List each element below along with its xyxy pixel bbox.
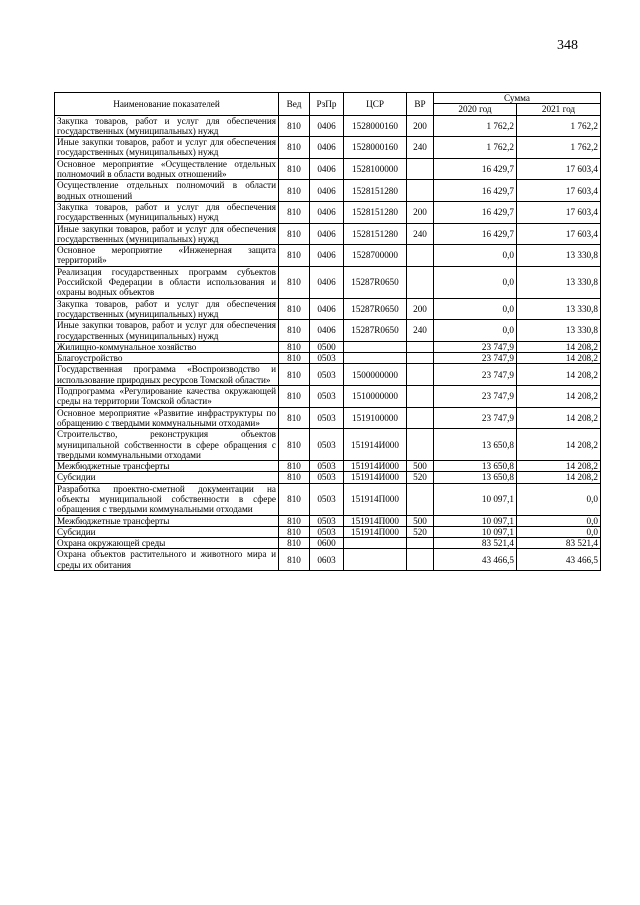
cell-rzpr: 0503 xyxy=(310,461,344,472)
cell-2020: 10 097,1 xyxy=(434,526,517,537)
cell-2021: 14 208,2 xyxy=(517,429,601,461)
table-row xyxy=(55,407,601,429)
cell-ved: 810 xyxy=(279,461,310,472)
cell-vr xyxy=(407,483,434,515)
cell-ved: 810 xyxy=(279,137,310,159)
cell-ved: 810 xyxy=(279,515,310,526)
cell-2021: 14 208,2 xyxy=(517,461,601,472)
header-rzpr: РзПр xyxy=(310,93,344,116)
table-row xyxy=(55,223,601,245)
table-body xyxy=(55,115,601,570)
cell-csr: 1528100000 xyxy=(344,158,407,180)
cell-2020: 23 747,9 xyxy=(434,353,517,364)
cell-vr: 520 xyxy=(407,472,434,483)
cell-name: Благоустройство xyxy=(55,353,279,364)
cell-2021: 14 208,2 xyxy=(517,386,601,408)
cell-2020: 16 429,7 xyxy=(434,158,517,180)
table-row xyxy=(55,461,601,472)
header-year-2021: 2021 год xyxy=(517,104,601,115)
cell-2020: 0,0 xyxy=(434,245,517,267)
cell-rzpr: 0603 xyxy=(310,549,344,571)
cell-name: Субсидии xyxy=(55,472,279,483)
cell-rzpr: 0406 xyxy=(310,223,344,245)
cell-name: Межбюджетные трансферты xyxy=(55,461,279,472)
cell-csr xyxy=(344,538,407,549)
table-row xyxy=(55,483,601,515)
table-row xyxy=(55,115,601,137)
cell-ved: 810 xyxy=(279,115,310,137)
cell-2020: 0,0 xyxy=(434,266,517,298)
cell-name: Закупка товаров, работ и услуг для обеспечения государственных (муниципальных) нужд xyxy=(55,115,279,137)
table-row xyxy=(55,364,601,386)
cell-ved: 810 xyxy=(279,158,310,180)
cell-name: Субсидии xyxy=(55,526,279,537)
budget-table xyxy=(54,92,601,571)
cell-ved: 810 xyxy=(279,429,310,461)
cell-2021: 13 330,8 xyxy=(517,266,601,298)
cell-name: Разработка проектно-сметной документации на объекты муниципальной собственности в сфере обращения с твердыми коммунальными отходами xyxy=(55,483,279,515)
table-row xyxy=(55,526,601,537)
cell-vr xyxy=(407,549,434,571)
cell-csr: 1500000000 xyxy=(344,364,407,386)
cell-csr xyxy=(344,341,407,352)
cell-2020: 16 429,7 xyxy=(434,180,517,202)
cell-rzpr: 0503 xyxy=(310,429,344,461)
cell-2021: 0,0 xyxy=(517,483,601,515)
cell-vr: 520 xyxy=(407,526,434,537)
cell-ved: 810 xyxy=(279,341,310,352)
cell-2021: 43 466,5 xyxy=(517,549,601,571)
cell-rzpr: 0503 xyxy=(310,515,344,526)
cell-rzpr: 0406 xyxy=(310,158,344,180)
cell-vr: 200 xyxy=(407,201,434,223)
header-sum: Сумма xyxy=(434,93,601,104)
table-row xyxy=(55,266,601,298)
cell-ved: 810 xyxy=(279,549,310,571)
table-row xyxy=(55,320,601,342)
cell-2020: 23 747,9 xyxy=(434,341,517,352)
cell-name: Иные закупки товаров, работ и услуг для обеспечения государственных (муниципальных) нужд xyxy=(55,320,279,342)
cell-vr xyxy=(407,180,434,202)
cell-2021: 17 603,4 xyxy=(517,180,601,202)
cell-ved: 810 xyxy=(279,526,310,537)
cell-rzpr: 0406 xyxy=(310,245,344,267)
cell-2020: 43 466,5 xyxy=(434,549,517,571)
cell-2021: 1 762,2 xyxy=(517,137,601,159)
cell-2021: 13 330,8 xyxy=(517,298,601,320)
cell-ved: 810 xyxy=(279,266,310,298)
cell-name: Иные закупки товаров, работ и услуг для обеспечения государственных (муниципальных) нужд xyxy=(55,137,279,159)
table-row xyxy=(55,472,601,483)
page-number: 348 xyxy=(557,38,578,53)
cell-name: Закупка товаров, работ и услуг для обеспечения государственных (муниципальных) нужд xyxy=(55,201,279,223)
cell-rzpr: 0503 xyxy=(310,353,344,364)
table-row xyxy=(55,429,601,461)
cell-name: Закупка товаров, работ и услуг для обеспечения государственных (муниципальных) нужд xyxy=(55,298,279,320)
cell-ved: 810 xyxy=(279,245,310,267)
cell-vr xyxy=(407,364,434,386)
cell-vr xyxy=(407,386,434,408)
cell-vr xyxy=(407,429,434,461)
cell-vr: 240 xyxy=(407,223,434,245)
cell-csr: 1528000160 xyxy=(344,115,407,137)
cell-ved: 810 xyxy=(279,407,310,429)
cell-name: Охрана окружающей среды xyxy=(55,538,279,549)
cell-csr: 1528000160 xyxy=(344,137,407,159)
cell-2021: 14 208,2 xyxy=(517,472,601,483)
table-row xyxy=(55,158,601,180)
table-row xyxy=(55,298,601,320)
cell-name: Основное мероприятие «Развитие инфраструктуры по обращению с твердыми коммунальными отходами» xyxy=(55,407,279,429)
cell-rzpr: 0503 xyxy=(310,407,344,429)
table-row xyxy=(55,538,601,549)
cell-2021: 14 208,2 xyxy=(517,407,601,429)
table-row xyxy=(55,515,601,526)
cell-name: Жилищно-коммунальное хозяйство xyxy=(55,341,279,352)
cell-vr: 500 xyxy=(407,515,434,526)
cell-vr: 500 xyxy=(407,461,434,472)
cell-name: Основное мероприятие «Инженерная защита территорий» xyxy=(55,245,279,267)
cell-2020: 13 650,8 xyxy=(434,461,517,472)
cell-ved: 810 xyxy=(279,364,310,386)
cell-vr: 240 xyxy=(407,137,434,159)
cell-2020: 0,0 xyxy=(434,298,517,320)
cell-2020: 23 747,9 xyxy=(434,386,517,408)
cell-2021: 13 330,8 xyxy=(517,245,601,267)
header-ved: Вед xyxy=(279,93,310,116)
cell-name: Охрана объектов растительного и животного мира и среды их обитания xyxy=(55,549,279,571)
cell-2021: 14 208,2 xyxy=(517,353,601,364)
cell-ved: 810 xyxy=(279,538,310,549)
cell-name: Подпрограмма «Регулирование качества окружающей среды на территории Томской области» xyxy=(55,386,279,408)
cell-csr: 1519100000 xyxy=(344,407,407,429)
table-row xyxy=(55,353,601,364)
cell-rzpr: 0406 xyxy=(310,137,344,159)
cell-ved: 810 xyxy=(279,223,310,245)
cell-2021: 0,0 xyxy=(517,515,601,526)
cell-2020: 23 747,9 xyxy=(434,407,517,429)
cell-ved: 810 xyxy=(279,298,310,320)
cell-vr xyxy=(407,538,434,549)
cell-name: Межбюджетные трансферты xyxy=(55,515,279,526)
cell-rzpr: 0503 xyxy=(310,472,344,483)
header-vr: ВР xyxy=(407,93,434,116)
cell-name: Осуществление отдельных полномочий в области водных отношений xyxy=(55,180,279,202)
cell-2021: 14 208,2 xyxy=(517,341,601,352)
cell-csr xyxy=(344,549,407,571)
cell-vr xyxy=(407,353,434,364)
cell-vr xyxy=(407,245,434,267)
table-row xyxy=(55,245,601,267)
cell-rzpr: 0503 xyxy=(310,386,344,408)
cell-2021: 0,0 xyxy=(517,526,601,537)
cell-rzpr: 0406 xyxy=(310,266,344,298)
cell-2021: 83 521,4 xyxy=(517,538,601,549)
cell-2020: 83 521,4 xyxy=(434,538,517,549)
cell-rzpr: 0600 xyxy=(310,538,344,549)
cell-2021: 14 208,2 xyxy=(517,364,601,386)
cell-ved: 810 xyxy=(279,180,310,202)
table-row xyxy=(55,180,601,202)
cell-ved: 810 xyxy=(279,353,310,364)
cell-2020: 1 762,2 xyxy=(434,137,517,159)
cell-csr: 151914И000 xyxy=(344,461,407,472)
cell-vr xyxy=(407,266,434,298)
cell-rzpr: 0503 xyxy=(310,483,344,515)
cell-csr: 151914П000 xyxy=(344,526,407,537)
cell-name: Иные закупки товаров, работ и услуг для обеспечения государственных (муниципальных) нужд xyxy=(55,223,279,245)
cell-vr xyxy=(407,407,434,429)
cell-csr: 1528151280 xyxy=(344,201,407,223)
cell-rzpr: 0406 xyxy=(310,115,344,137)
cell-2020: 23 747,9 xyxy=(434,364,517,386)
cell-csr: 151914П000 xyxy=(344,483,407,515)
cell-2021: 17 603,4 xyxy=(517,223,601,245)
header-name: Наименование показателей xyxy=(55,93,279,116)
cell-rzpr: 0406 xyxy=(310,201,344,223)
cell-ved: 810 xyxy=(279,483,310,515)
cell-ved: 810 xyxy=(279,472,310,483)
cell-rzpr: 0503 xyxy=(310,526,344,537)
cell-2020: 0,0 xyxy=(434,320,517,342)
cell-2021: 1 762,2 xyxy=(517,115,601,137)
header-csr: ЦСР xyxy=(344,93,407,116)
cell-rzpr: 0503 xyxy=(310,364,344,386)
cell-2020: 16 429,7 xyxy=(434,201,517,223)
cell-name: Основное мероприятие «Осуществление отдельных полномочий в области водных отношений» xyxy=(55,158,279,180)
cell-csr: 1510000000 xyxy=(344,386,407,408)
table-row xyxy=(55,341,601,352)
table-row xyxy=(55,386,601,408)
cell-csr: 1528700000 xyxy=(344,245,407,267)
cell-vr: 200 xyxy=(407,115,434,137)
cell-2020: 13 650,8 xyxy=(434,472,517,483)
cell-2020: 10 097,1 xyxy=(434,515,517,526)
cell-csr: 15287R0650 xyxy=(344,298,407,320)
cell-rzpr: 0500 xyxy=(310,341,344,352)
cell-rzpr: 0406 xyxy=(310,298,344,320)
cell-csr: 151914И000 xyxy=(344,429,407,461)
cell-vr xyxy=(407,341,434,352)
table-row xyxy=(55,201,601,223)
cell-2021: 17 603,4 xyxy=(517,201,601,223)
cell-vr xyxy=(407,158,434,180)
cell-name: Строительство, реконструкция объектов муниципальной собственности в сфере обращения с твердыми коммунальными отходами xyxy=(55,429,279,461)
cell-2020: 13 650,8 xyxy=(434,429,517,461)
cell-ved: 810 xyxy=(279,201,310,223)
cell-name: Реализация государственных программ субъектов Российской Федерации в области использования и охраны водных объектов xyxy=(55,266,279,298)
cell-name: Государственная программа «Воспроизводство и использование природных ресурсов Томской области» xyxy=(55,364,279,386)
cell-2020: 16 429,7 xyxy=(434,223,517,245)
cell-2020: 1 762,2 xyxy=(434,115,517,137)
table-row xyxy=(55,137,601,159)
cell-rzpr: 0406 xyxy=(310,180,344,202)
cell-2020: 10 097,1 xyxy=(434,483,517,515)
cell-2021: 13 330,8 xyxy=(517,320,601,342)
cell-ved: 810 xyxy=(279,386,310,408)
cell-csr: 1528151280 xyxy=(344,223,407,245)
cell-vr: 240 xyxy=(407,320,434,342)
cell-csr: 15287R0650 xyxy=(344,320,407,342)
cell-csr: 151914И000 xyxy=(344,472,407,483)
cell-2021: 17 603,4 xyxy=(517,158,601,180)
cell-rzpr: 0406 xyxy=(310,320,344,342)
cell-ved: 810 xyxy=(279,320,310,342)
cell-csr xyxy=(344,353,407,364)
header-year-2020: 2020 год xyxy=(434,104,517,115)
cell-vr: 200 xyxy=(407,298,434,320)
cell-csr: 1528151280 xyxy=(344,180,407,202)
cell-csr: 151914П000 xyxy=(344,515,407,526)
cell-csr: 15287R0650 xyxy=(344,266,407,298)
table-row xyxy=(55,549,601,571)
